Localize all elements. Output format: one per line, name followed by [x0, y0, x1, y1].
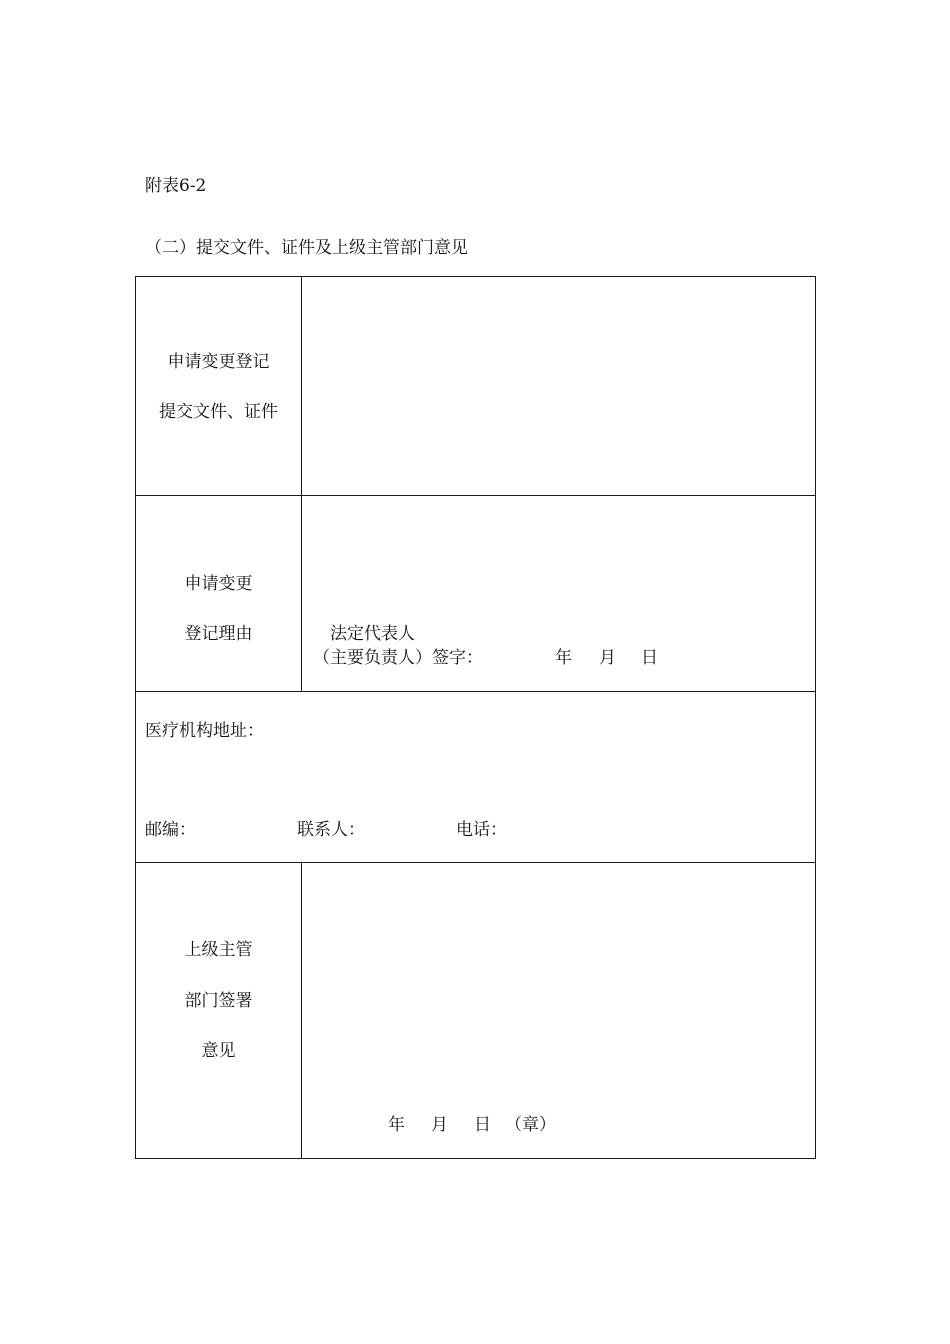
- reason-year-label: 年: [555, 648, 572, 668]
- authority-input-area[interactable]: [304, 865, 813, 1095]
- documents-input-area[interactable]: [304, 279, 813, 493]
- column-divider-lower: [301, 862, 302, 1159]
- authority-year-label: 年: [388, 1115, 405, 1135]
- reason-input-area[interactable]: [304, 498, 813, 608]
- row-divider-2: [135, 691, 816, 692]
- reason-month-label: 月: [599, 648, 616, 668]
- authority-label-line1: 上级主管: [184, 940, 253, 960]
- documents-label-line2: 提交文件、证件: [159, 402, 278, 422]
- authority-month-label: 月: [431, 1115, 448, 1135]
- postcode-label: 邮编：: [145, 820, 196, 840]
- authority-label-line2: 部门签署: [184, 991, 253, 1011]
- documents-label-line1: 申请变更登记: [167, 352, 270, 372]
- row-divider-1: [135, 495, 816, 496]
- reason-day-label: 日: [641, 648, 658, 668]
- appendix-label: 附表6-2: [145, 176, 207, 196]
- contact-label: 联系人：: [297, 820, 365, 840]
- section-title: （二）提交文件、证件及上级主管部门意见: [145, 238, 468, 258]
- reason-label-line2: 登记理由: [184, 624, 253, 644]
- signer-title-line1: 法定代表人: [330, 624, 415, 644]
- table-bottom-border: [135, 1158, 816, 1159]
- table-top-border: [135, 276, 816, 277]
- authority-label-line3: 意见: [201, 1041, 236, 1061]
- authority-day-label: 日: [474, 1115, 491, 1135]
- seal-label: （章）: [505, 1115, 556, 1135]
- signer-title-line2: （主要负责人）签字：: [313, 648, 483, 668]
- phone-label: 电话：: [456, 820, 507, 840]
- address-label: 医疗机构地址：: [145, 721, 264, 741]
- table-right-border: [815, 276, 816, 1159]
- column-divider-upper: [301, 276, 302, 692]
- reason-label-line1: 申请变更: [184, 574, 253, 594]
- row-divider-3: [135, 862, 816, 863]
